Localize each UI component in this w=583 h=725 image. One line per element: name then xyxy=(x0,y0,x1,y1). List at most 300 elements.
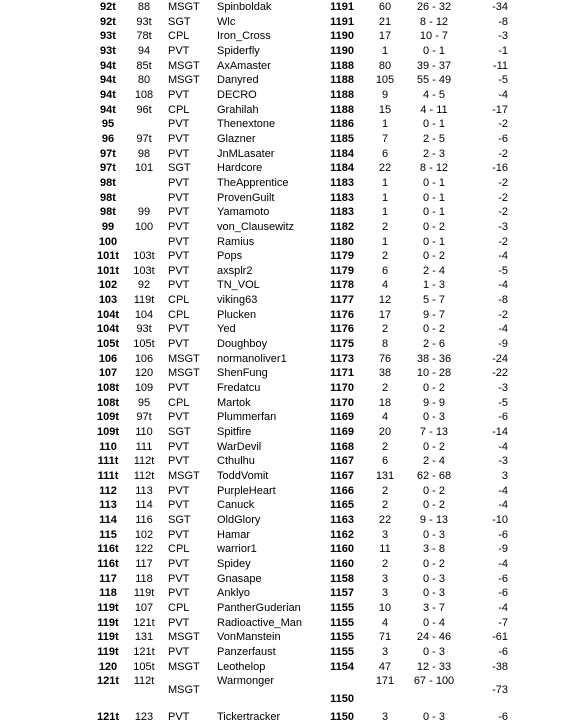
rating-cell: 1160 xyxy=(330,543,354,556)
previous-rank-cell: 92 xyxy=(137,279,151,292)
rating-cell: 1155 xyxy=(330,645,354,658)
rating-change-cell: -8 xyxy=(498,294,508,307)
table-row xyxy=(0,117,583,132)
grade-cell: PVT xyxy=(168,645,190,658)
rank-cell: 93t xyxy=(100,30,116,43)
player-name-cell: Tickertracker xyxy=(217,711,281,724)
rating-change-cell: -3 xyxy=(498,220,508,233)
win-loss-cell: 0 - 3 xyxy=(422,587,445,600)
player-name-cell: PantherGuderian xyxy=(217,601,301,614)
grade-cell: PVT xyxy=(168,176,190,189)
rating-change-cell: -6 xyxy=(498,572,508,585)
rank-cell: 98t xyxy=(100,176,116,189)
grade-cell: MSGT xyxy=(168,631,200,644)
rating-change-cell: -2 xyxy=(498,235,508,248)
rating-cell: 1167 xyxy=(330,470,354,482)
win-loss-cell: 2 - 6 xyxy=(422,338,445,351)
table-row xyxy=(0,278,583,293)
win-loss-cell: 0 - 2 xyxy=(422,250,445,263)
games-cell: 10 xyxy=(378,601,392,614)
win-loss-cell: 2 - 3 xyxy=(422,147,445,160)
rank-cell: 108t xyxy=(96,382,120,395)
games-cell: 2 xyxy=(381,382,389,395)
rank-cell: 100 xyxy=(98,235,118,248)
games-cell: 1 xyxy=(381,235,389,248)
win-loss-cell: 7 - 13 xyxy=(419,426,449,439)
rating-change-cell: -4 xyxy=(498,484,508,497)
grade-cell: PVT xyxy=(168,338,190,351)
rank-cell: 104t xyxy=(96,308,120,321)
games-cell: 2 xyxy=(381,484,389,497)
rating-cell: 1179 xyxy=(330,250,354,263)
games-cell: 38 xyxy=(378,367,392,380)
games-cell: 3 xyxy=(381,711,389,724)
win-loss-cell: 0 - 2 xyxy=(422,499,445,512)
previous-rank-cell: 97t xyxy=(136,411,152,424)
rating-cell: 1188 xyxy=(330,103,354,116)
games-cell: 2 xyxy=(381,557,389,570)
win-loss-cell: 3 - 7 xyxy=(422,601,445,614)
table-row xyxy=(0,352,583,367)
rank-cell: 121t xyxy=(96,675,120,688)
win-loss-cell: 12 - 33 xyxy=(416,660,452,673)
player-name-cell: ShenFung xyxy=(217,367,268,380)
rank-cell: 94t xyxy=(100,59,116,72)
rating-cell: 1191 xyxy=(330,1,354,13)
grade-cell: PVT xyxy=(168,191,190,204)
table-row xyxy=(0,630,583,645)
grade-cell: SGT xyxy=(168,426,191,439)
table-row xyxy=(0,308,583,323)
rank-cell: 107 xyxy=(98,367,118,380)
rating-change-cell: -38 xyxy=(492,660,508,673)
rating-change-cell: -61 xyxy=(492,631,508,644)
rank-cell: 117 xyxy=(99,572,117,585)
games-cell: 18 xyxy=(378,396,392,409)
games-cell: 1 xyxy=(381,206,389,219)
rating-cell: 1158 xyxy=(330,572,354,585)
rating-cell: 1188 xyxy=(330,74,354,87)
win-loss-cell: 0 - 3 xyxy=(422,711,445,724)
rank-cell: 102 xyxy=(98,279,118,292)
previous-rank-cell: 101 xyxy=(134,162,154,175)
games-cell: 60 xyxy=(378,1,392,13)
rank-cell: 97t xyxy=(100,147,116,160)
table-row xyxy=(0,264,583,279)
games-cell: 15 xyxy=(378,103,392,116)
previous-rank-cell: 109 xyxy=(134,382,154,395)
player-name-cell: Iron_Cross xyxy=(217,30,271,43)
table-row xyxy=(0,528,583,543)
table-row xyxy=(0,59,583,74)
rating-change-cell: -9 xyxy=(498,338,508,351)
rating-change-cell: -16 xyxy=(492,162,508,175)
rank-cell: 105t xyxy=(96,338,120,351)
win-loss-cell: 0 - 1 xyxy=(422,191,445,204)
rating-change-cell: -22 xyxy=(492,367,508,380)
grade-cell: PVT xyxy=(168,206,190,219)
games-cell: 131 xyxy=(375,470,395,482)
grade-cell: PVT xyxy=(168,411,190,424)
player-name-cell: Spidey xyxy=(217,557,251,570)
rank-cell: 92t xyxy=(100,15,116,28)
player-name-cell: Radioactive_Man xyxy=(217,616,302,629)
grade-cell: PVT xyxy=(168,616,190,629)
grade-cell: CPL xyxy=(168,396,190,409)
rank-cell: 113 xyxy=(99,499,117,512)
player-name-cell: Canuck xyxy=(217,499,255,512)
table-row xyxy=(0,410,583,425)
previous-rank-cell: 111 xyxy=(135,440,153,453)
games-cell: 3 xyxy=(381,572,389,585)
grade-cell: PVT xyxy=(168,250,190,263)
grade-cell: CPL xyxy=(168,294,190,307)
table-row xyxy=(0,103,583,118)
win-loss-cell: 0 - 3 xyxy=(422,645,445,658)
rating-change-cell: -6 xyxy=(498,132,508,145)
previous-rank-cell: 121t xyxy=(133,616,155,629)
rating-cell: 1166 xyxy=(330,484,354,497)
grade-cell: PVT xyxy=(168,711,190,724)
grade-cell: CPL xyxy=(168,308,190,321)
rank-cell: 116t xyxy=(97,543,119,556)
games-cell: 17 xyxy=(378,308,392,321)
rating-cell: 1160 xyxy=(330,557,354,570)
previous-rank-cell: 117 xyxy=(135,557,153,570)
win-loss-cell: 9 - 9 xyxy=(422,396,445,409)
rating-cell: 1165 xyxy=(330,499,354,512)
rating-cell: 1180 xyxy=(330,235,354,248)
win-loss-cell: 0 - 2 xyxy=(422,440,445,453)
grade-cell: PVT xyxy=(168,44,190,57)
rank-cell: 109t xyxy=(96,411,120,424)
rating-change-cell: -2 xyxy=(498,308,508,321)
rating-cell: 1183 xyxy=(330,206,354,219)
previous-rank-cell: 98 xyxy=(137,147,151,160)
grade-cell: CPL xyxy=(168,543,190,556)
grade-cell: PVT xyxy=(168,264,190,277)
grade-cell: PVT xyxy=(168,279,190,292)
win-loss-cell: 10 - 7 xyxy=(419,30,449,43)
win-loss-cell: 4 - 5 xyxy=(422,88,445,101)
table-row xyxy=(0,440,583,455)
win-loss-cell: 0 - 1 xyxy=(422,118,445,131)
player-name-cell: Martok xyxy=(217,396,251,409)
rank-cell: 119t xyxy=(97,601,119,614)
rank-cell: 98t xyxy=(100,191,116,204)
table-row xyxy=(0,572,583,587)
rating-cell: 1157 xyxy=(330,587,354,600)
player-name-cell: axsplr2 xyxy=(217,264,253,277)
player-name-cell: ProvenGuilt xyxy=(217,191,275,204)
rating-cell: 1188 xyxy=(330,88,354,101)
rating-cell: 1169 xyxy=(330,411,354,424)
rating-cell: 1190 xyxy=(330,44,354,57)
table-row xyxy=(0,710,583,725)
previous-rank-cell: 96t xyxy=(136,103,152,116)
previous-rank-cell: 118 xyxy=(135,572,153,585)
rating-cell: 1184 xyxy=(330,162,354,175)
rank-cell: 111t xyxy=(97,455,119,468)
player-name-cell: AxAmaster xyxy=(217,59,271,72)
grade-cell: PVT xyxy=(168,88,190,101)
table-row xyxy=(0,191,583,206)
rating-change-cell: -8 xyxy=(498,15,508,28)
previous-rank-cell: 95 xyxy=(137,396,151,409)
table-row xyxy=(0,601,583,616)
grade-cell: CPL xyxy=(168,601,190,614)
games-cell: 76 xyxy=(378,352,392,365)
rank-cell: 104t xyxy=(96,323,120,336)
rating-change-cell: -5 xyxy=(498,264,508,277)
games-cell: 1 xyxy=(381,44,389,57)
rating-cell: 1175 xyxy=(330,338,354,351)
rating-cell: 1179 xyxy=(330,264,354,277)
rating-cell: 1150 xyxy=(330,693,354,706)
games-cell: 2 xyxy=(381,323,389,336)
player-name-cell: Plucken xyxy=(217,308,257,321)
previous-rank-cell: 88 xyxy=(137,1,151,13)
table-row xyxy=(0,0,583,15)
table-row xyxy=(0,660,583,675)
rating-change-cell: -17 xyxy=(492,103,508,116)
rating-change-cell: -5 xyxy=(498,74,508,87)
previous-rank-cell: 112t xyxy=(133,455,155,468)
grade-cell: SGT xyxy=(168,162,191,175)
previous-rank-cell: 93t xyxy=(136,323,152,336)
grade-cell: SGT xyxy=(168,15,191,28)
rating-change-cell: -3 xyxy=(498,30,508,43)
win-loss-cell: 5 - 7 xyxy=(422,294,445,307)
win-loss-cell: 62 - 68 xyxy=(416,470,452,482)
grade-cell: PVT xyxy=(168,147,190,160)
player-name-cell: warrior1 xyxy=(217,543,257,556)
rating-cell: 1176 xyxy=(330,308,354,321)
win-loss-cell: 0 - 3 xyxy=(422,572,445,585)
games-cell: 6 xyxy=(381,455,389,468)
games-cell: 171 xyxy=(375,675,395,688)
rank-cell: 93t xyxy=(100,44,116,57)
grade-cell: MSGT xyxy=(168,1,200,13)
rank-cell: 101t xyxy=(96,264,120,277)
previous-rank-cell: 121t xyxy=(133,645,155,658)
rank-cell: 111t xyxy=(97,470,119,482)
rating-cell: 1155 xyxy=(330,631,354,644)
games-cell: 1 xyxy=(381,176,389,189)
grade-cell: MSGT xyxy=(168,470,200,482)
rank-cell: 114 xyxy=(99,513,117,526)
win-loss-cell: 8 - 12 xyxy=(419,162,449,175)
games-cell: 6 xyxy=(381,264,389,277)
win-loss-cell: 2 - 4 xyxy=(422,455,445,468)
rating-change-cell: -2 xyxy=(498,176,508,189)
games-cell: 4 xyxy=(381,616,389,629)
rating-cell: 1177 xyxy=(330,294,354,307)
win-loss-cell: 0 - 3 xyxy=(422,411,445,424)
rank-cell: 115 xyxy=(99,528,117,541)
grade-cell: PVT xyxy=(168,455,190,468)
grade-cell: PVT xyxy=(168,235,190,248)
rank-cell: 98t xyxy=(100,206,116,219)
games-cell: 71 xyxy=(378,631,392,644)
player-name-cell: DECRO xyxy=(217,88,257,101)
player-name-cell: Ramius xyxy=(217,235,255,248)
rating-change-cell: -2 xyxy=(498,147,508,160)
table-row xyxy=(0,586,583,601)
rank-cell: 118 xyxy=(99,587,117,600)
rating-cell: 1185 xyxy=(330,132,354,145)
previous-rank-cell: 78t xyxy=(136,30,152,43)
player-name-cell: Pops xyxy=(217,250,243,263)
win-loss-cell: 0 - 2 xyxy=(422,484,445,497)
win-loss-cell: 10 - 28 xyxy=(416,367,452,380)
previous-rank-cell: 94 xyxy=(137,44,151,57)
win-loss-cell: 0 - 2 xyxy=(422,557,445,570)
player-name-cell: Glazner xyxy=(217,132,256,145)
rank-cell: 121t xyxy=(96,711,120,724)
previous-rank-cell: 113 xyxy=(135,484,153,497)
player-name-cell: Spitfire xyxy=(217,426,252,439)
rank-cell: 103 xyxy=(98,294,118,307)
rating-change-cell: -2 xyxy=(498,118,508,131)
rating-cell: 1155 xyxy=(330,601,354,614)
table-row xyxy=(0,235,583,250)
win-loss-cell: 26 - 32 xyxy=(416,1,452,13)
table-row xyxy=(0,542,583,557)
win-loss-cell: 8 - 12 xyxy=(419,15,449,28)
games-cell: 1 xyxy=(381,118,389,131)
rating-change-cell: -6 xyxy=(498,411,508,424)
rank-cell: 106 xyxy=(98,352,118,365)
rating-cell: 1163 xyxy=(330,513,354,526)
rating-change-cell: -5 xyxy=(498,396,508,409)
rating-change-cell: -4 xyxy=(498,499,508,512)
player-name-cell: Panzerfaust xyxy=(217,645,276,658)
rank-cell: 96 xyxy=(101,132,115,145)
games-cell: 80 xyxy=(378,59,392,72)
win-loss-cell: 67 - 100 xyxy=(413,675,455,688)
games-cell: 2 xyxy=(381,220,389,233)
rank-cell: 94t xyxy=(100,88,116,101)
win-loss-cell: 2 - 4 xyxy=(422,264,445,277)
grade-cell: PVT xyxy=(168,499,190,512)
rating-change-cell: -2 xyxy=(498,191,508,204)
table-row xyxy=(0,425,583,440)
previous-rank-cell: 120 xyxy=(134,367,154,380)
rating-change-cell: -73 xyxy=(492,684,508,697)
player-name-cell: Yed xyxy=(217,323,236,336)
rating-change-cell: -10 xyxy=(492,513,508,526)
previous-rank-cell: 108 xyxy=(134,88,154,101)
player-name-cell: Hardcore xyxy=(217,162,263,175)
win-loss-cell: 0 - 2 xyxy=(422,382,445,395)
player-name-cell: Doughboy xyxy=(217,338,268,351)
rating-cell: 1186 xyxy=(330,118,354,131)
player-name-cell: VonManstein xyxy=(217,631,281,644)
rating-change-cell: -4 xyxy=(498,279,508,292)
win-loss-cell: 0 - 1 xyxy=(422,176,445,189)
player-name-cell: TN_VOL xyxy=(217,279,260,292)
win-loss-cell: 4 - 11 xyxy=(420,103,448,116)
table-row xyxy=(0,220,583,235)
player-name-cell: OldGlory xyxy=(217,513,261,526)
rating-change-cell: -2 xyxy=(498,206,508,219)
rating-cell: 1170 xyxy=(330,382,354,395)
previous-rank-cell: 114 xyxy=(135,499,153,512)
grade-cell: MSGT xyxy=(168,74,200,87)
player-name-cell: Spinboldak xyxy=(217,1,272,13)
rating-change-cell: 3 xyxy=(501,470,508,482)
games-cell: 2 xyxy=(381,250,389,263)
rating-cell: 1170 xyxy=(330,396,354,409)
rating-change-cell: -4 xyxy=(498,323,508,336)
previous-rank-cell: 107 xyxy=(134,601,154,614)
games-cell: 8 xyxy=(381,338,389,351)
win-loss-cell: 0 - 3 xyxy=(422,528,445,541)
win-loss-cell: 2 - 5 xyxy=(422,132,445,145)
rating-change-cell: -7 xyxy=(498,616,508,629)
rating-cell: 1178 xyxy=(330,279,354,292)
grade-cell: PVT xyxy=(168,557,190,570)
win-loss-cell: 39 - 37 xyxy=(416,59,452,72)
win-loss-cell: 9 - 13 xyxy=(419,513,449,526)
grade-cell: MSGT xyxy=(168,684,200,697)
win-loss-cell: 0 - 2 xyxy=(422,220,445,233)
table-row xyxy=(0,498,583,513)
rating-change-cell: -6 xyxy=(498,711,508,724)
player-name-cell: WarDevil xyxy=(217,440,262,453)
table-row xyxy=(0,484,583,499)
player-name-cell: Anklyo xyxy=(217,587,251,600)
rating-change-cell: -9 xyxy=(498,543,508,556)
table-row xyxy=(0,454,583,469)
grade-cell: SGT xyxy=(168,513,191,526)
win-loss-cell: 3 - 8 xyxy=(422,543,445,556)
rating-cell: 1183 xyxy=(330,176,354,189)
previous-rank-cell: 112t xyxy=(133,470,155,482)
player-name-cell: JnMLasater xyxy=(217,147,275,160)
table-row xyxy=(0,147,583,162)
previous-rank-cell: 122 xyxy=(134,543,154,556)
table-row xyxy=(0,366,583,381)
grade-cell: PVT xyxy=(168,572,190,585)
previous-rank-cell: 110 xyxy=(135,426,153,439)
player-name-cell: Leothelop xyxy=(217,660,266,673)
table-row xyxy=(0,616,583,631)
grade-cell: PVT xyxy=(168,323,190,336)
player-name-cell: Yamamoto xyxy=(217,206,270,219)
previous-rank-cell: 102 xyxy=(134,528,154,541)
rating-change-cell: -4 xyxy=(498,440,508,453)
games-cell: 3 xyxy=(381,587,389,600)
games-cell: 12 xyxy=(378,294,392,307)
previous-rank-cell: 123 xyxy=(134,711,154,724)
rating-cell: 1171 xyxy=(330,367,354,380)
player-name-cell: Warmonger xyxy=(217,675,275,688)
rating-change-cell: -4 xyxy=(498,601,508,614)
rating-cell: 1182 xyxy=(330,220,354,233)
player-name-cell: von_Clausewitz xyxy=(217,220,295,233)
player-name-cell: ToddVomit xyxy=(217,470,269,482)
rating-change-cell: -6 xyxy=(498,645,508,658)
table-row xyxy=(0,381,583,396)
table-row xyxy=(0,205,583,220)
games-cell: 2 xyxy=(381,499,389,512)
previous-rank-cell: 100 xyxy=(134,220,154,233)
games-cell: 20 xyxy=(378,426,392,439)
previous-rank-cell: 116 xyxy=(135,513,153,526)
win-loss-cell: 0 - 2 xyxy=(422,323,445,336)
